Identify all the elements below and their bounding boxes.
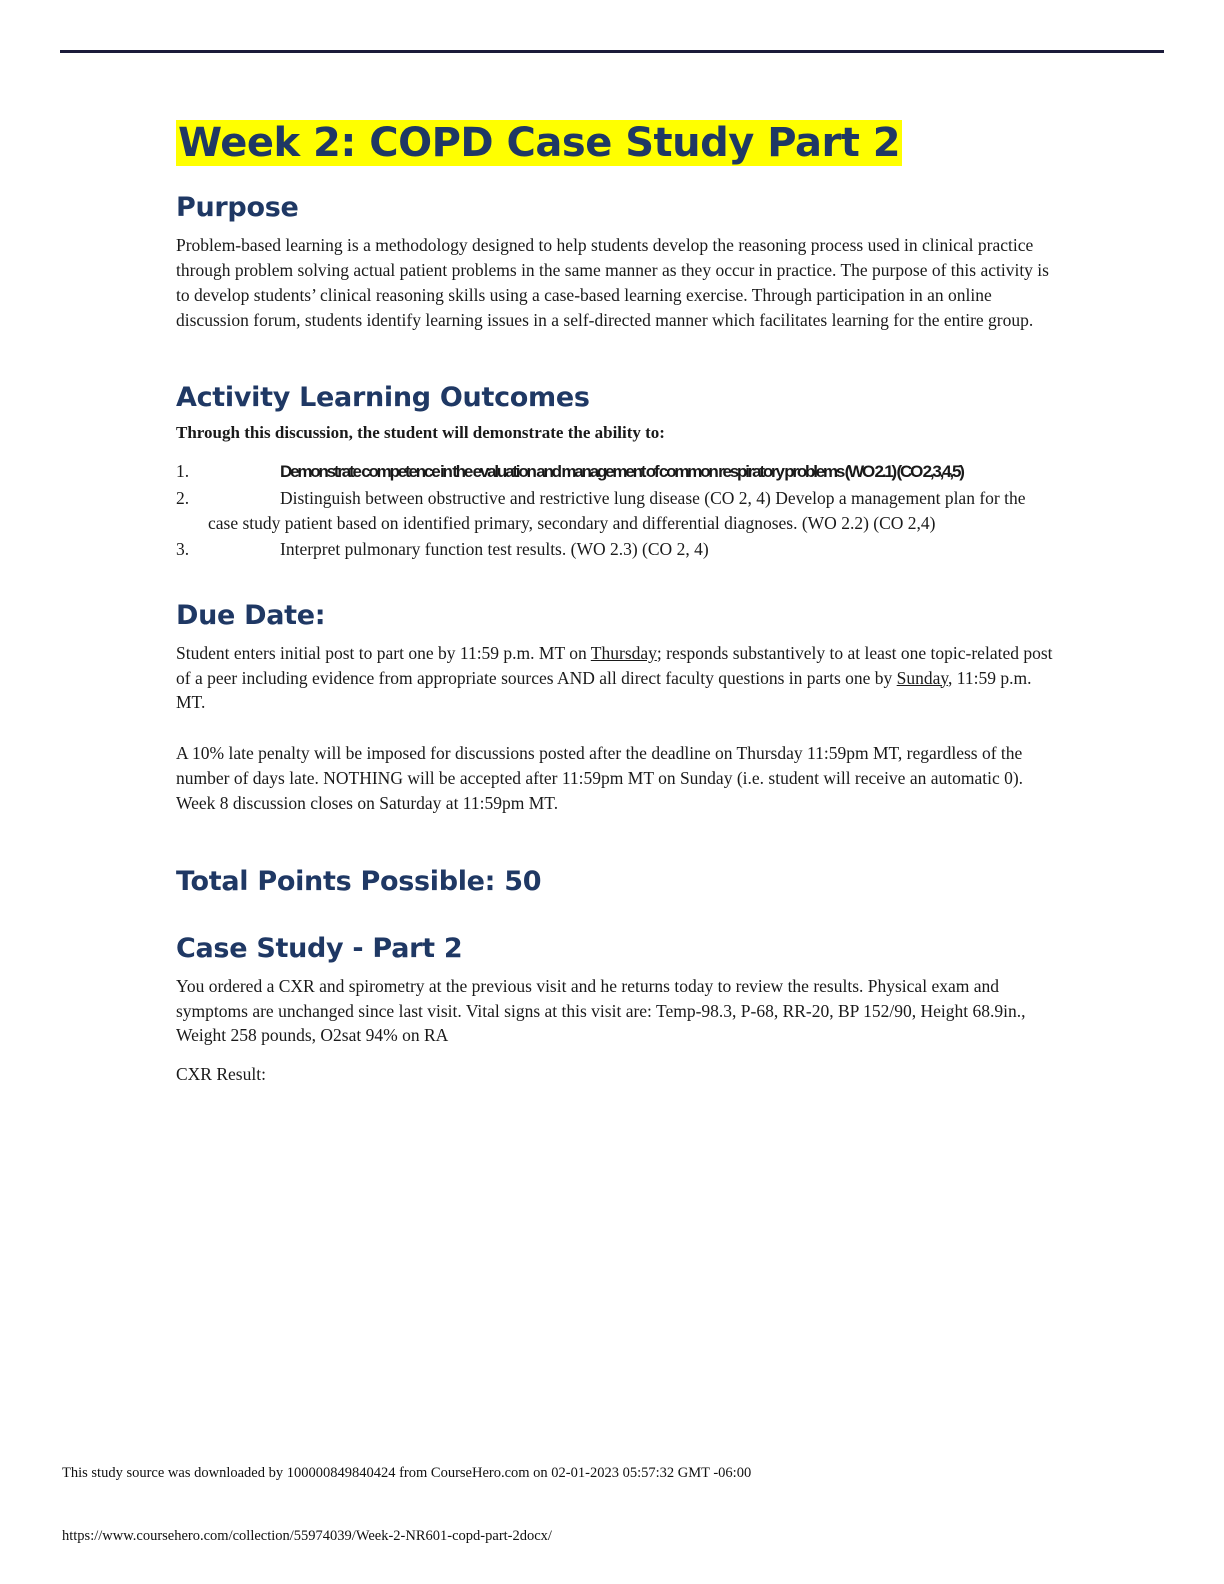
purpose-paragraph: Problem-based learning is a methodology designed to help students develop the reasoning process used in clinical practice through problem solving actual patient problems in the same manner as they occur in practice. The purpose of this activity is to develop students’ clinical reasoning skills using a case-based learning exercise. Through participation in an online discussion forum, students identify learning issues in a self-directed manner which facilitates learning for the entire group. xyxy=(176,235,1049,330)
due-date-paragraph-1 xyxy=(176,641,1056,716)
section-heading-total-points: Total Points Possible: 50 xyxy=(176,865,542,897)
section-heading-due-date: Due Date: xyxy=(176,599,326,631)
list-item-text: Interpret pulmonary function test results. (WO 2.3) (CO 2, 4) xyxy=(280,539,709,560)
list-item-text: Demonstrate competence in the evaluation and management of common respiratory problems (WO 2.1) (CO 2,3,4,5) xyxy=(280,462,963,482)
list-item xyxy=(176,537,1056,562)
due-date-thursday: Thursday xyxy=(590,642,657,663)
header-rule xyxy=(60,50,1164,53)
cxr-result-label: CXR Result: xyxy=(176,1064,266,1085)
due-date-text-c: , 11:59 p.m. MT. xyxy=(176,667,1032,713)
list-item-number: 1. xyxy=(176,461,190,482)
outcomes-lead: Through this discussion, the student will demonstrate the ability to: xyxy=(176,423,665,443)
download-note: This study source was downloaded by 100000849840424 from CourseHero.com on 02-01-2023 05:57:32 GMT -06:00 xyxy=(62,1465,752,1481)
case-study-paragraph: You ordered a CXR and spirometry at the previous visit and he returns today to review the results. Physical exam and symptoms are unchanged since last visit. Vital signs at this visit are: Temp-98.3, P-68, RR-20, BP 152/90, Height 68.9in., Weight 258 pounds, O2sat 94% on RA xyxy=(176,975,1026,1046)
list-item xyxy=(176,459,1056,484)
source-url: https://www.coursehero.com/collection/55974039/Week-2-NR601-copd-part-2docx/ xyxy=(62,1528,552,1544)
list-item-text: Distinguish between obstructive and restrictive lung disease (CO 2, 4) Develop a management plan for the case study patient based on identified primary, secondary and differential diagnoses. (WO 2.2) (CO 2,4) xyxy=(208,488,1026,533)
due-date-sunday: Sunday xyxy=(896,667,949,688)
section-heading-purpose: Purpose xyxy=(176,192,299,223)
document-body xyxy=(176,120,1056,1101)
due-date-paragraph-2: A 10% late penalty will be imposed for discussions posted after the deadline on Thursday 11:59pm MT, regardless of the number of days late. NOTHING will be accepted after 11:59pm MT on Sunday (i.e. student will receive an automatic 0). Week 8 discussion closes on Saturday at 11:59pm MT. xyxy=(176,743,1024,813)
section-heading-outcomes: Activity Learning Outcomes xyxy=(176,382,590,414)
list-item-number: 3. xyxy=(176,539,190,560)
section-heading-case-study: Case Study - Part 2 xyxy=(176,932,463,964)
page-title-text: Week 2: COPD Case Study Part 2 xyxy=(178,120,901,166)
due-date-text-b: ; responds substantively to at least one topic-related post of a peer including evidence from appropriate sources AND all direct faculty questions in parts one by xyxy=(176,642,1053,688)
page-title xyxy=(176,120,1056,166)
list-item-number: 2. xyxy=(176,488,190,509)
due-date-text-a: Student enters initial post to part one by 11:59 p.m. MT on xyxy=(176,642,591,663)
outcomes-list xyxy=(176,459,1056,561)
list-item xyxy=(176,486,1056,535)
